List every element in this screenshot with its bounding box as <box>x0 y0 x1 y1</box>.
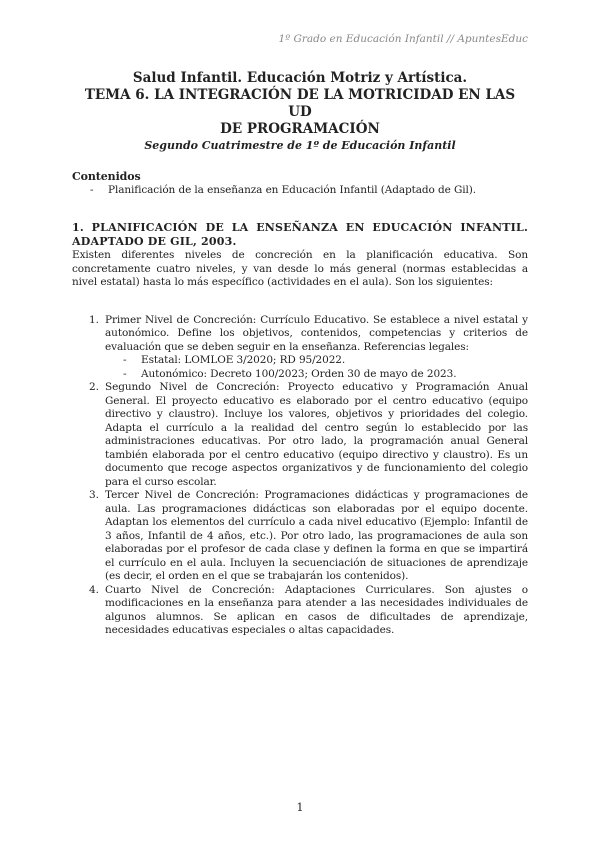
contents-item: - Planificación de la enseñanza en Educación Infantil (Adaptado de Gil). <box>90 184 528 198</box>
title-block <box>72 70 528 154</box>
level-number: 2. <box>89 381 99 393</box>
section-1-intro: Existen diferentes niveles de concreción en la planificación educativa. Son concretamente cuatro niveles, y van desde lo más general (normas establecidas a nivel estatal) hasta lo más específico (actividades en el aula). Son los siguientes: <box>72 249 528 288</box>
level-item-4 <box>72 584 528 638</box>
level-number: 1. <box>89 313 99 326</box>
concretion-levels-list <box>72 314 528 638</box>
level-item-2 <box>72 381 528 489</box>
running-header: 1º Grado en Educación Infantil // ApuntesEduc <box>278 33 528 45</box>
page-number: 1 <box>296 801 304 814</box>
level-text: Tercer Nivel de Concreción: Programaciones didácticas y programaciones de aula. Las programaciones didácticas son elaboradas por el equipo docente. Adaptan los elementos del currículo a cada nivel educativo (Ejemplo: Infantil de 3 años, Infantil de 4 años, etc.). Por otro lado, las programaciones de aula son elaboradas por el profesor de cada clase y definen la forma en que se impartirá el currículo en el aula. Incluyen la secuenciación de situaciones de aprendizaje (es decir, el orden en el que se trabajarán los contenidos). <box>105 489 528 582</box>
level-item-3 <box>72 489 528 584</box>
legal-reference-item: - Autonómico: Decreto 100/2023; Orden 30 de mayo de 2023. <box>123 368 528 382</box>
level-number: 3. <box>89 489 99 501</box>
contents-heading: Contenidos <box>72 170 141 183</box>
title-line-2: TEMA 6. LA INTEGRACIÓN DE LA MOTRICIDAD EN LAS UD <box>84 87 516 120</box>
legal-reference-item: - Estatal: LOMLOE 3/2020; RD 95/2022. <box>123 354 528 368</box>
level-text: Primer Nivel de Concreción: Currículo Educativo. Se establece a nivel estatal y autonómico. Define los objetivos, contenidos, competencias y criterios de evaluación que se deben seguir en la enseñanza. Referencias legales: <box>105 313 528 353</box>
title-line-1: Salud Infantil. Educación Motriz y Artística. <box>132 70 468 86</box>
level-item-1 <box>72 314 528 382</box>
contents-list <box>72 184 528 198</box>
legal-references-list <box>105 354 528 381</box>
level-text: Segundo Nivel de Concreción: Proyecto educativo y Programación Anual General. El proyecto educativo es elaborado por el centro educativo (equipo directivo y claustro). Incluye los valores, objetivos y prioridades del colegio. Adapta el currículo a la realidad del centro según lo establecido por las administraciones educativas. Por otro lado, la programación anual General también elaborada por el centro educativo (equipo directivo y claustro). Es un documento que recoge aspectos organizativos y de funcionamiento del colegio para el curso escolar. <box>105 381 528 488</box>
title-subtitle: Segundo Cuatrimestre de 1º de Educación Infantil <box>144 139 456 152</box>
level-number: 4. <box>89 583 99 596</box>
title-line-3: DE PROGRAMACIÓN <box>220 121 380 137</box>
level-text: Cuarto Nivel de Concreción: Adaptaciones Curriculares. Son ajustes o modificaciones en la enseñanza para atender a las necesidades individuales de algunos alumnos. Se aplican en casos de dificultades de aprendizaje, necesidades educativas especiales o altas capacidades. <box>105 583 528 636</box>
document-body <box>72 170 528 638</box>
section-1-heading: 1. PLANIFICACIÓN DE LA ENSEÑANZA EN EDUCACIÓN INFANTIL. ADAPTADO DE GIL, 2003. <box>72 221 528 248</box>
